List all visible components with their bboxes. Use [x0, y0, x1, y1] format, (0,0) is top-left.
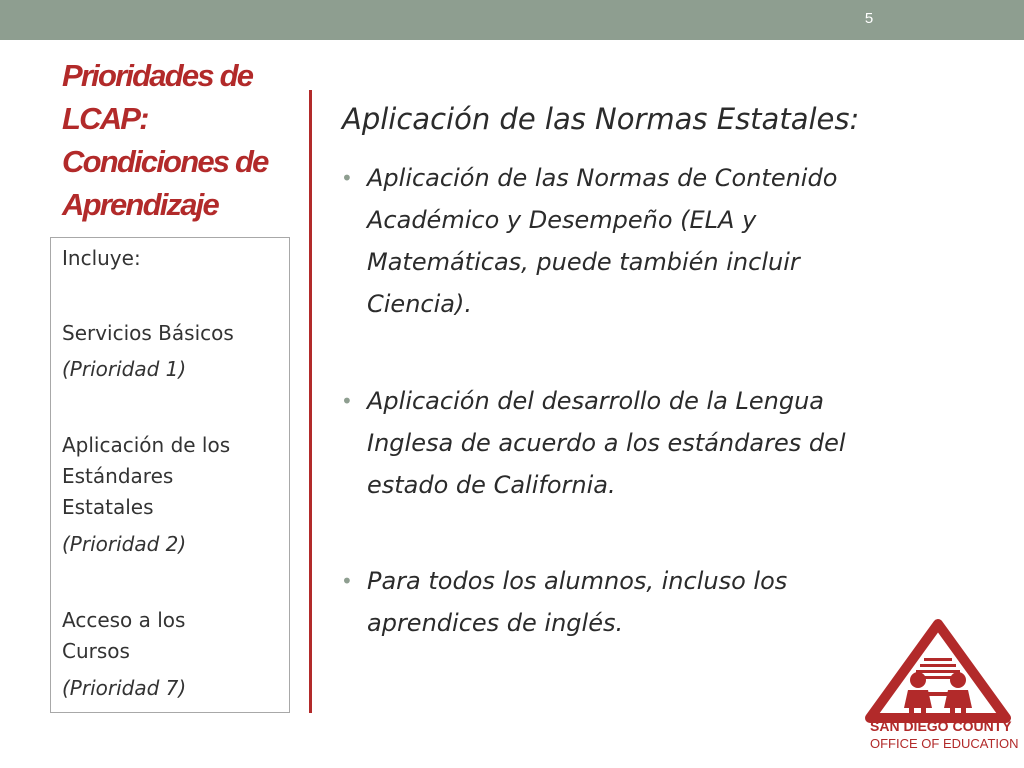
bullet-dot-icon: • [341, 389, 353, 413]
bullet-dot-icon: • [341, 569, 353, 593]
bullet-line: aprendices de inglés. [367, 609, 624, 637]
left-title-line: LCAP: [62, 101, 148, 136]
item-state-standards-line: Aplicación de los [62, 433, 231, 457]
bullet-item [341, 157, 941, 325]
main-heading: Aplicación de las Normas Estatales: [342, 102, 860, 136]
bullet-line: Matemáticas, puede también incluir [367, 248, 800, 276]
item-state-standards [62, 430, 284, 523]
left-title [62, 54, 302, 226]
item-course-access [62, 605, 284, 667]
bullet-line: Para todos los alumnos, incluso los [367, 567, 788, 595]
item-priority-1: (Prioridad 1) [62, 357, 187, 381]
slide-number: 5 [864, 10, 874, 27]
bullet-dot-icon: • [341, 166, 353, 190]
left-title-line: Condiciones de [62, 144, 268, 179]
bullet-line: estado de California. [367, 471, 616, 499]
bullet-item [341, 380, 941, 506]
bullet-item [341, 560, 941, 644]
bullet-line: Inglesa de acuerdo a los estándares del [367, 429, 846, 457]
item-state-standards-line: Estándares [62, 464, 174, 488]
item-state-standards-line: Estatales [62, 495, 154, 519]
item-basic-services: Servicios Básicos [62, 321, 234, 345]
logo-line-2: OFFICE OF EDUCATION [870, 736, 1019, 751]
left-title-line: Prioridades de [62, 58, 253, 93]
item-course-access-line: Cursos [62, 639, 130, 663]
item-priority-2: (Prioridad 2) [62, 532, 187, 556]
bullet-line: Ciencia). [367, 290, 472, 318]
item-course-access-line: Acceso a los [62, 608, 186, 632]
includes-label: Incluye: [62, 246, 141, 270]
bullet-line: Académico y Desempeño (ELA y [367, 206, 757, 234]
left-title-line: Aprendizaje [62, 187, 218, 222]
item-priority-7: (Prioridad 7) [62, 676, 187, 700]
bullet-line: Aplicación del desarrollo de la Lengua [367, 387, 824, 415]
logo-line-1: SAN DIEGO COUNTY [870, 718, 1012, 734]
vertical-divider [309, 90, 312, 713]
bullet-line: Aplicación de las Normas de Contenido [367, 164, 838, 192]
